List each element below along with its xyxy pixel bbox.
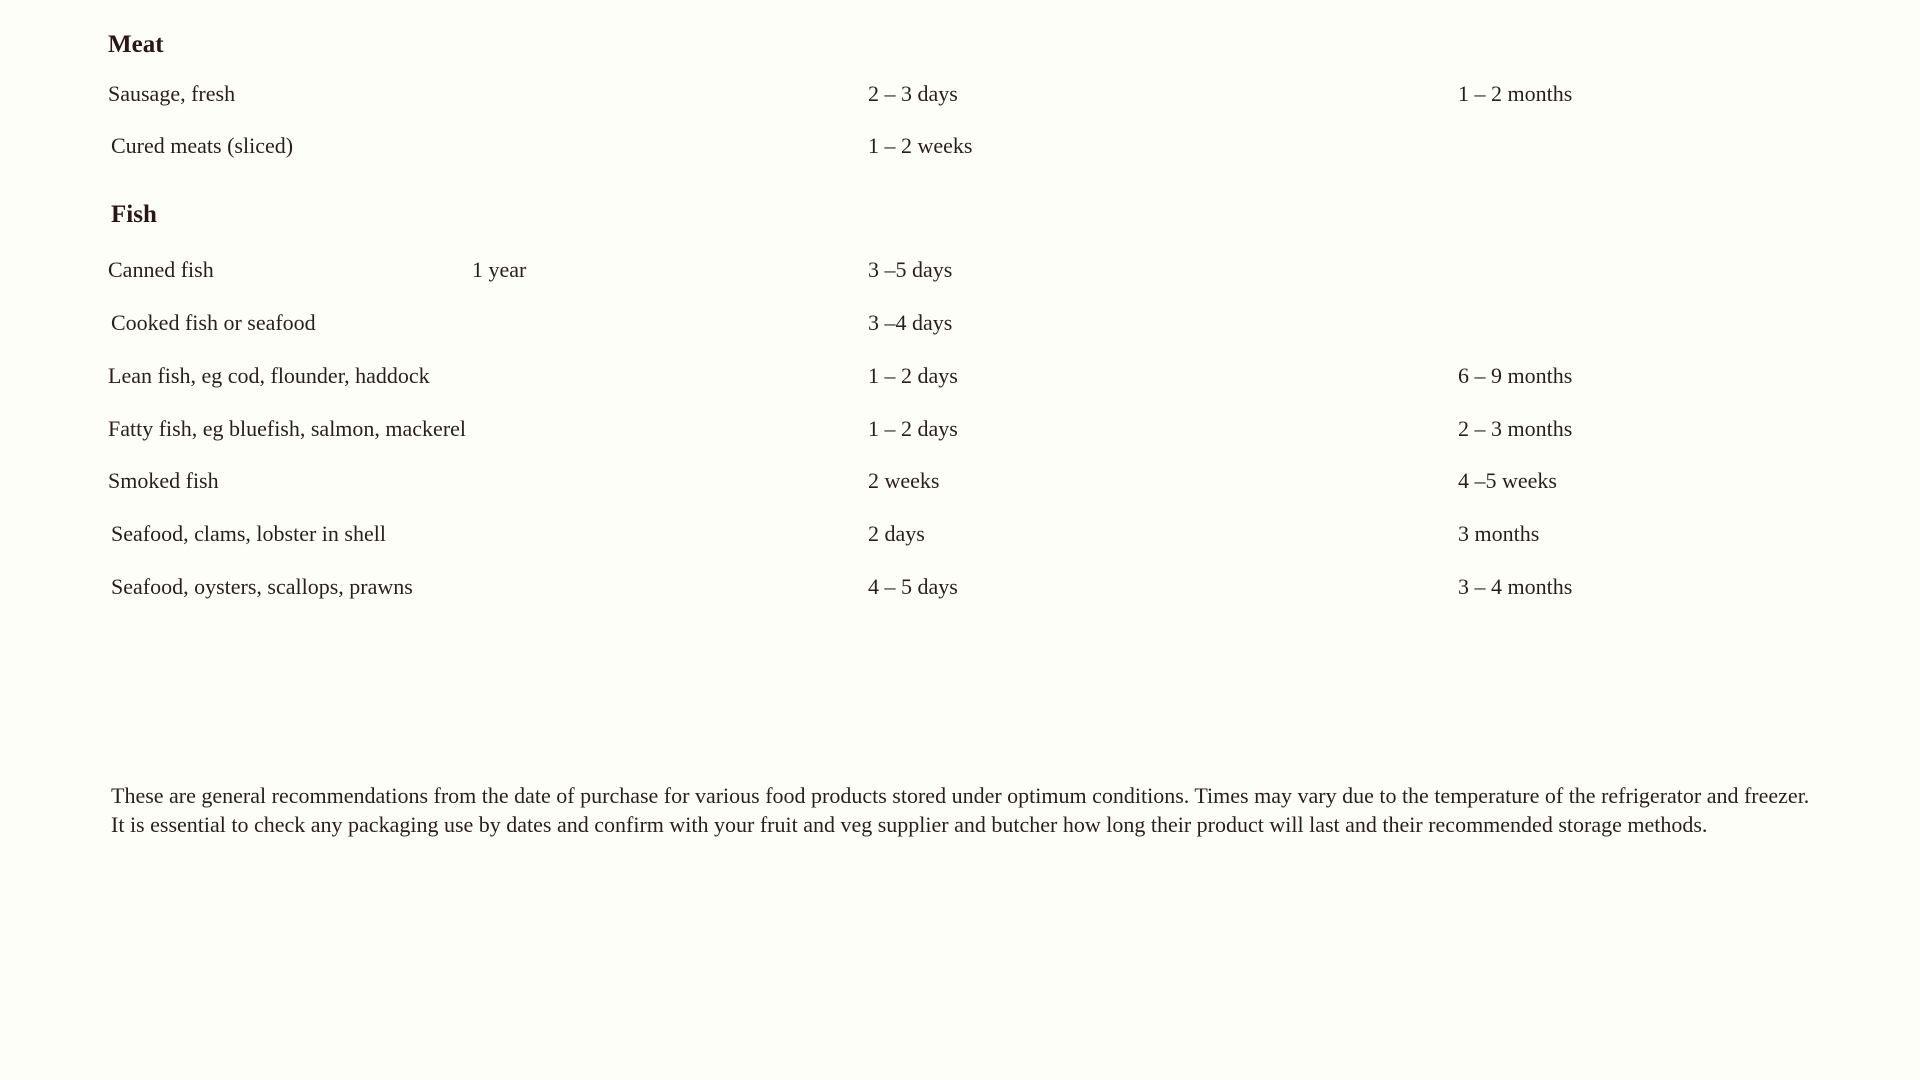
fridge-time: 2 days [868, 521, 925, 546]
fridge-time: 3 –4 days [868, 310, 953, 335]
fridge-time: 3 –5 days [868, 257, 953, 282]
table-row [0, 521, 1920, 551]
item-name: Lean fish, eg cod, flounder, haddock [108, 363, 430, 388]
freezer-time: 1 – 2 months [1458, 81, 1573, 106]
table-row [0, 468, 1920, 498]
freezer-time: 2 – 3 months [1458, 416, 1573, 441]
fridge-time: 2 – 3 days [868, 81, 958, 106]
storage-note-line-2: It is essential to check any packaging use by dates and confirm with your fruit and veg supplier and butcher how long their product will last and their recommended storage methods. [111, 812, 1708, 837]
section-heading-fish: Fish [111, 201, 157, 228]
item-name: Cooked fish or seafood [111, 310, 316, 335]
table-row [0, 81, 1920, 111]
item-name: Seafood, clams, lobster in shell [111, 521, 386, 546]
fridge-time: 4 – 5 days [868, 574, 958, 599]
freezer-time: 6 – 9 months [1458, 363, 1573, 388]
item-name: Cured meats (sliced) [111, 133, 294, 158]
table-row [0, 363, 1920, 393]
fridge-time: 2 weeks [868, 468, 940, 493]
freezer-time: 4 –5 weeks [1458, 468, 1557, 493]
fridge-time: 1 – 2 weeks [868, 133, 973, 158]
table-row [0, 574, 1920, 604]
freezer-time: 3 – 4 months [1458, 574, 1573, 599]
freezer-time: 3 months [1458, 521, 1540, 546]
item-name: Fatty fish, eg bluefish, salmon, mackerel [108, 416, 467, 441]
storage-note-line-1: These are general recommendations from the date of purchase for various food products stored under optimum conditions. Times may vary due to the temperature of the refrigerator and freezer. [111, 783, 1810, 808]
storage-note [111, 781, 1901, 839]
table-row [0, 133, 1920, 163]
item-name: Canned fish [108, 257, 214, 282]
table-row [0, 257, 1920, 287]
pantry-time: 1 year [472, 257, 527, 282]
fridge-time: 1 – 2 days [868, 363, 958, 388]
table-row [0, 310, 1920, 340]
section-heading-meat: Meat [108, 31, 164, 58]
item-name: Sausage, fresh [108, 81, 236, 106]
fridge-time: 1 – 2 days [868, 416, 958, 441]
table-row [0, 416, 1920, 446]
item-name: Smoked fish [108, 468, 219, 493]
item-name: Seafood, oysters, scallops, prawns [111, 574, 413, 599]
